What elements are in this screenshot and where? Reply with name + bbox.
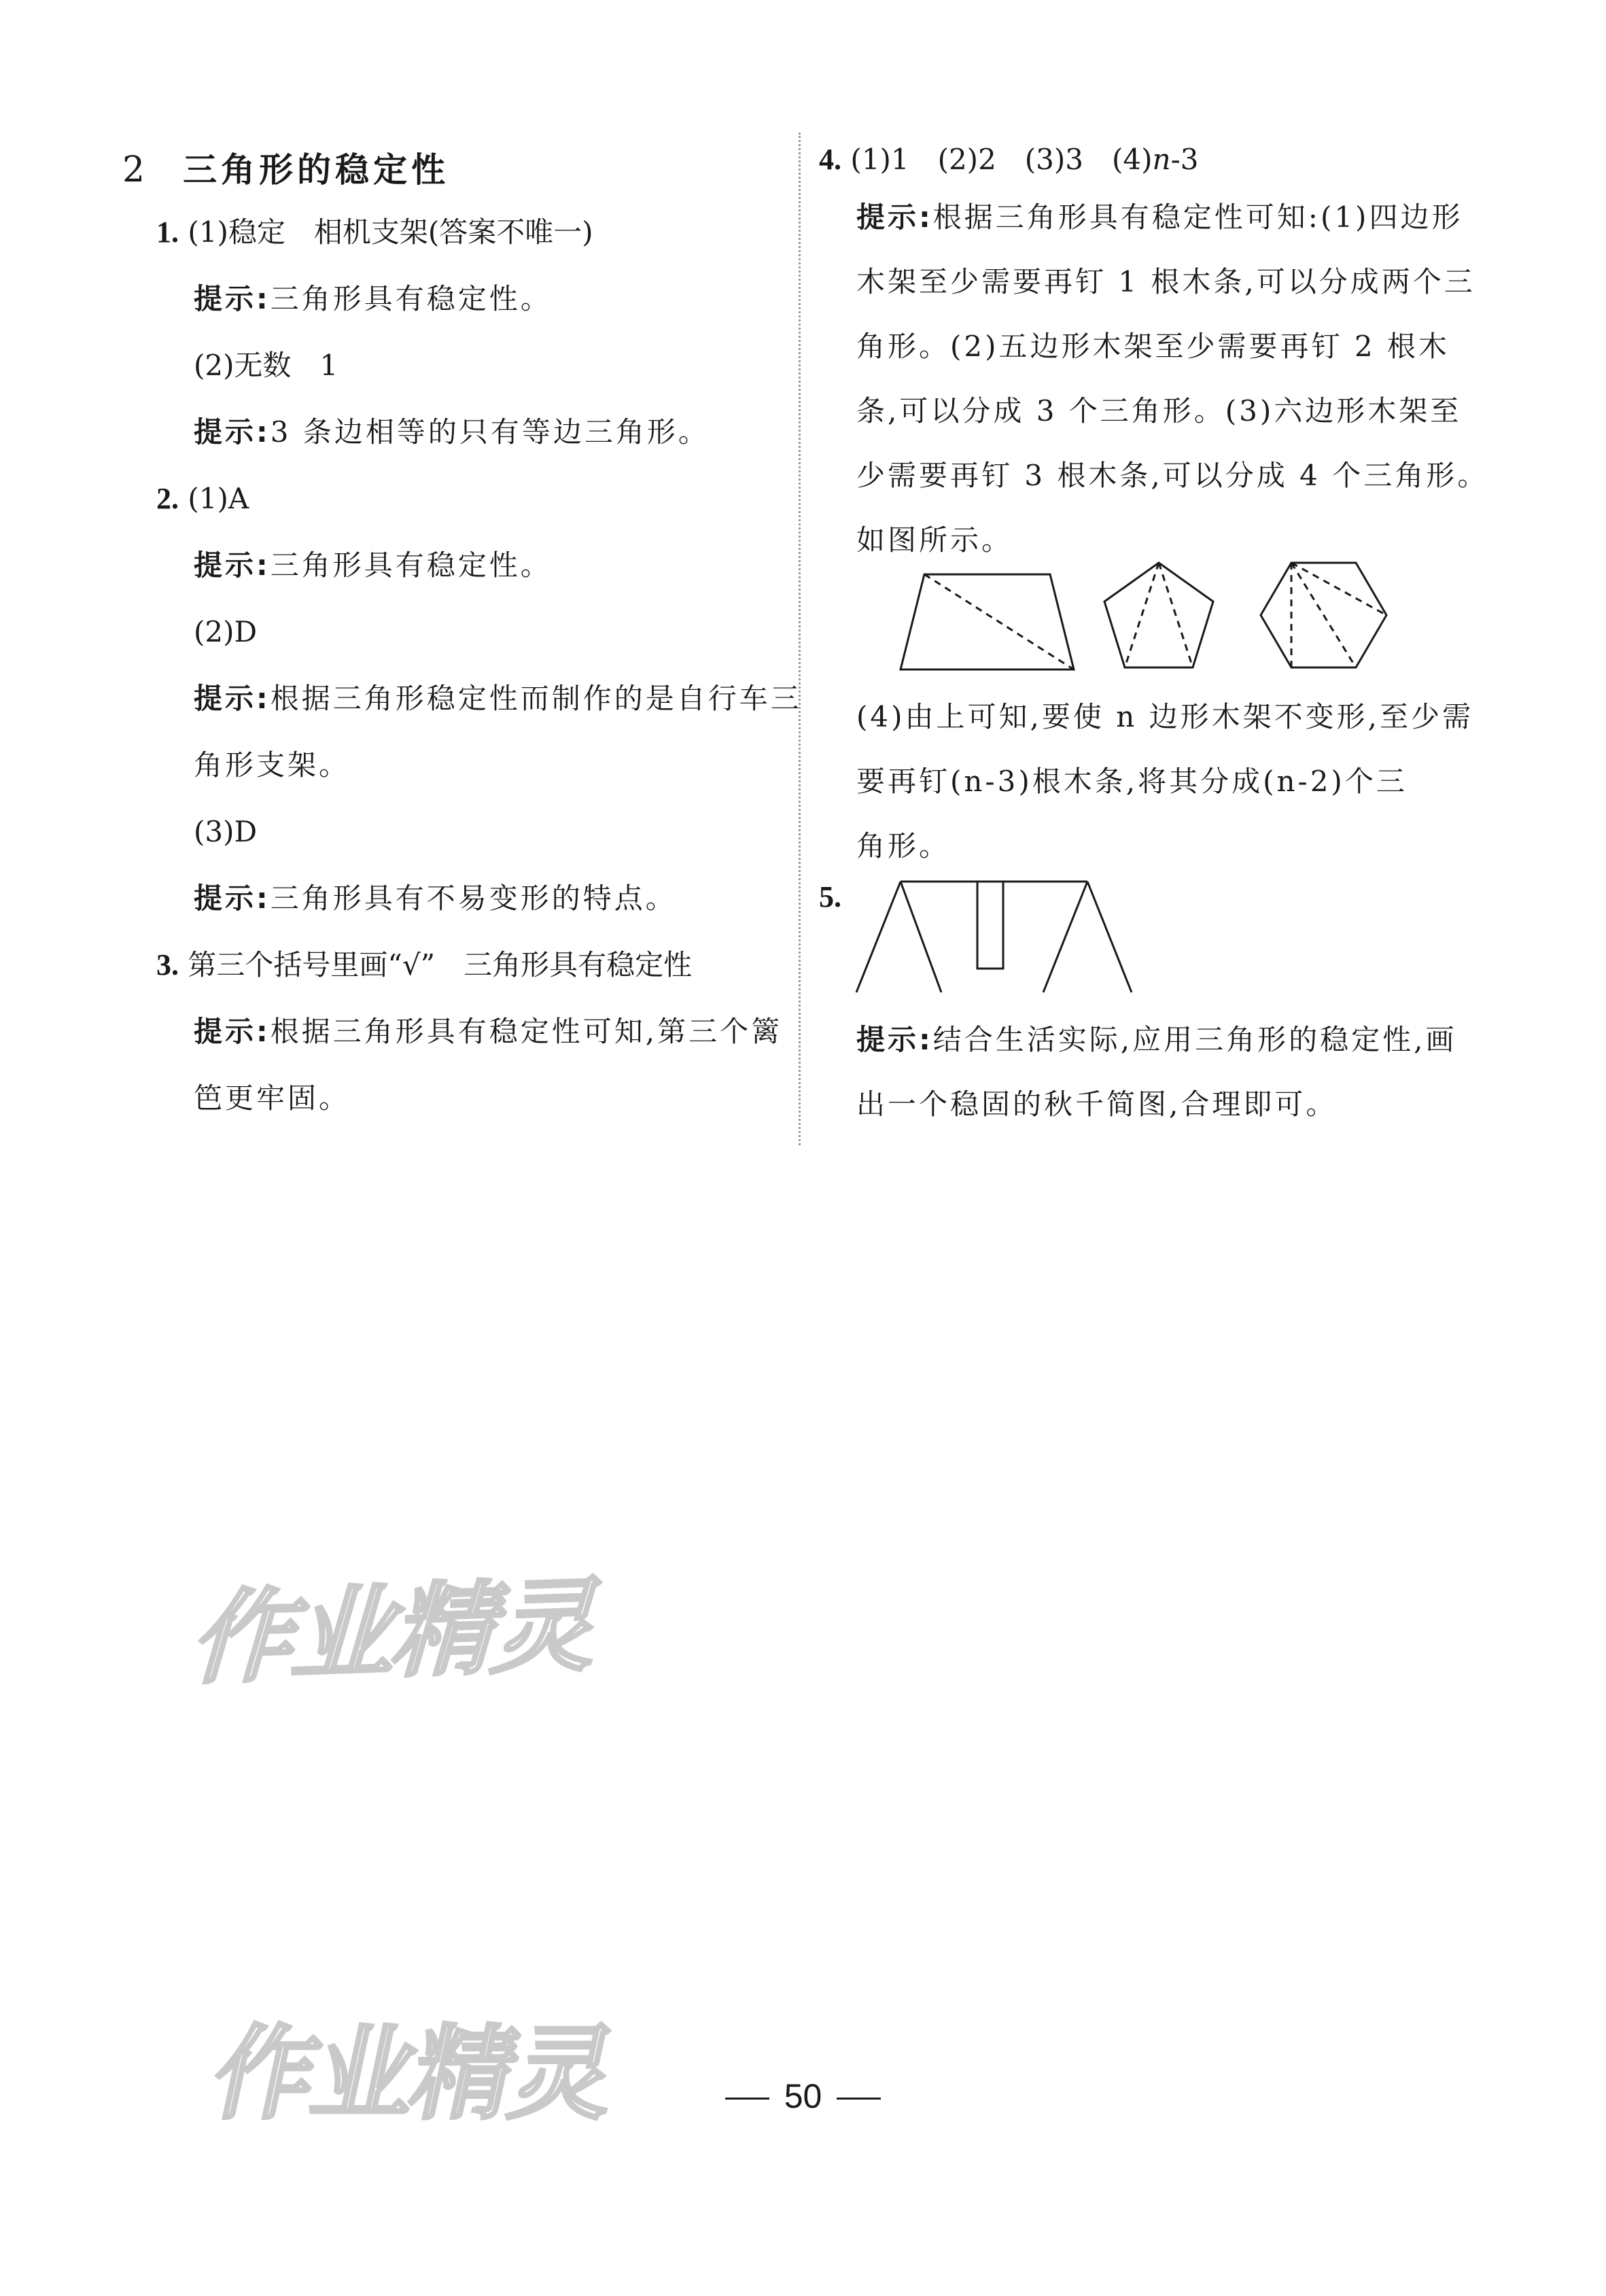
hint-label: 提示:: [194, 682, 270, 715]
q2-hint-2-cont: 角形支架。: [194, 748, 351, 782]
polygon-figures: [897, 557, 1420, 693]
hint-label: 提示:: [856, 1023, 933, 1056]
q1-hint-2: [194, 412, 710, 453]
q4-answer-var: n: [1152, 143, 1171, 176]
q3-answer-1-text: 第三个括号里画“√” 三角形具有稳定性: [188, 948, 693, 981]
hint-text: 根据三角形具有稳定性可知:(1)四边形: [932, 201, 1463, 234]
hint-label: 提示:: [194, 1015, 270, 1048]
q2-answer-1-text: (1)A: [188, 482, 249, 515]
page-number-text: 50: [784, 2077, 822, 2115]
hint-label: 提示:: [194, 415, 270, 449]
page-number: [0, 2076, 1606, 2116]
q3-answer-1: [156, 945, 692, 986]
q3-hint-1: [194, 1011, 782, 1052]
q4-part4-line-2: 要再钉(n-3)根木条,将其分成(n-2)个三: [856, 765, 1408, 798]
section-number: 2: [122, 150, 150, 190]
hint-text: 3 条边相等的只有等边三角形。: [270, 415, 710, 449]
q4-answer-text: (1)1 (2)2 (3)3 (4): [850, 143, 1153, 176]
q1-answer-1: [156, 212, 593, 253]
q5-number: 5.: [819, 880, 841, 914]
q4-number: 4.: [819, 143, 841, 176]
q1-answer-2: (2)无数 1: [194, 349, 338, 382]
q2-number: 2.: [156, 482, 179, 515]
hint-text: 根据三角形稳定性而制作的是自行车三: [270, 682, 802, 715]
q2-hint-2: [194, 678, 802, 719]
q4-part4-line-3: 角形。: [856, 829, 951, 863]
q4-hint-line-5: 少需要再钉 3 根木条,可以分成 4 个三角形。: [856, 459, 1489, 492]
hint-text: 三角形具有稳定性。: [270, 282, 552, 315]
hint-text: 根据三角形具有稳定性可知,第三个篱: [270, 1015, 783, 1048]
hint-label: 提示:: [194, 549, 270, 582]
page-number-dash-right: [837, 2098, 881, 2100]
hint-text: 三角形具有不易变形的特点。: [270, 882, 677, 915]
q5-hint-line-2: 出一个稳固的秋千简图,合理即可。: [856, 1088, 1338, 1121]
q3-number: 3.: [156, 948, 179, 981]
q2-hint-1: [194, 545, 552, 586]
q4-hint-line-3: 角形。(2)五边形木架至少需要再钉 2 根木: [856, 330, 1450, 363]
q4-hint-line-6: 如图所示。: [856, 523, 1013, 557]
q4-hint-line-4: 条,可以分成 3 个三角形。(3)六边形木架至: [856, 394, 1462, 428]
hexagon-figure: [1261, 563, 1386, 667]
q5-hint-line-1: [856, 1020, 1457, 1060]
hint-text: 结合生活实际,应用三角形的稳定性,画: [932, 1023, 1457, 1056]
q1-number: 1.: [156, 215, 179, 249]
watermark-logo: 作业精灵: [203, 2015, 625, 2134]
q2-hint-3: [194, 878, 677, 919]
section-title: [122, 143, 449, 192]
q3-hint-1-cont: 笆更牢固。: [194, 1081, 351, 1115]
swing-figure: [853, 873, 1138, 1009]
quadrilateral-figure: [901, 574, 1074, 669]
pentagon-figure: [1104, 563, 1213, 667]
column-divider: [799, 133, 801, 1145]
q5-label: [819, 877, 841, 918]
q4-answer: [819, 139, 1198, 180]
section-title-text: 三角形的稳定性: [183, 150, 450, 190]
hint-label: 提示:: [856, 201, 933, 234]
q4-part4-line-1: (4)由上可知,要使 n 边形木架不变形,至少需: [856, 700, 1473, 733]
q2-answer-1: [156, 479, 249, 519]
watermark-logo: 作业精灵: [181, 1566, 618, 1699]
q2-answer-2: (2)D: [194, 615, 258, 648]
q4-answer-tail: -3: [1170, 143, 1199, 176]
q4-hint-line-1: [856, 197, 1463, 238]
q4-hint-line-2: 木架至少需要再钉 1 根木条,可以分成两个三: [856, 265, 1476, 298]
hint-label: 提示:: [194, 282, 270, 315]
hint-text: 三角形具有稳定性。: [270, 549, 552, 582]
hint-label: 提示:: [194, 882, 270, 915]
q2-answer-3: (3)D: [194, 815, 258, 848]
page-number-dash-left: [725, 2098, 769, 2100]
q1-hint-1: [194, 279, 552, 319]
q1-answer-1-text: (1)稳定 相机支架(答案不唯一): [188, 215, 593, 249]
